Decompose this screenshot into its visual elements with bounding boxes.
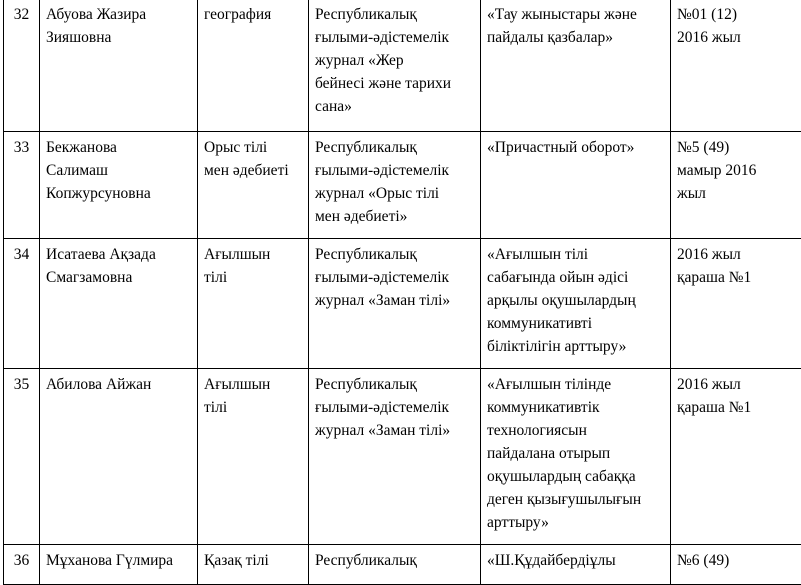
table-row [4,132,801,239]
article-title: «Ш.Құдайбердіұлы [481,545,671,585]
author-name: Мұханова Гүлмира [40,545,198,585]
row-number: 35 [4,369,40,545]
article-title: «Причастный оборот» [481,132,671,239]
author-name: Абилова Айжан [40,369,198,545]
table-row [4,239,801,369]
issue: №5 (49) мамыр 2016 жыл [671,132,801,239]
article-title: «Ағылшын тілі сабағында ойын әдісі арқылы оқушылардың коммуникативті біліктілігін арттыру» [481,239,671,369]
author-name: Бекжанова Салимаш Копжурсуновна [40,132,198,239]
publications-table [3,0,801,585]
journal: Республикалық ғылыми-әдістемелік журнал «Заман тілі» [309,239,481,369]
table-row [4,545,801,585]
author-name: Абуова Жазира Зияшовна [40,0,198,132]
subject: Қазақ тілі [198,545,309,585]
article-title: «Ағылшын тілінде коммуникативтік технологиясын пайдалана отырып оқушылардың сабаққа деген қызығушылығын арттыру» [481,369,671,545]
table-body [4,0,801,585]
author-name: Исатаева Ақзада Смагзамовна [40,239,198,369]
journal: Республикалық ғылыми-әдістемелік журнал «Орыс тілі мен әдебиеті» [309,132,481,239]
journal: Республикалық ғылыми-әдістемелік журнал «Жер бейнесі және тарихи сана» [309,0,481,132]
subject: география [198,0,309,132]
issue: №01 (12) 2016 жыл [671,0,801,132]
subject: Ағылшын тілі [198,239,309,369]
subject: Ағылшын тілі [198,369,309,545]
row-number: 34 [4,239,40,369]
article-title: «Тау жыныстары және пайдалы қазбалар» [481,0,671,132]
journal: Республикалық [309,545,481,585]
row-number: 32 [4,0,40,132]
row-number: 36 [4,545,40,585]
row-number: 33 [4,132,40,239]
table-row [4,369,801,545]
issue: 2016 жыл қараша №1 [671,369,801,545]
subject: Орыс тілі мен әдебиеті [198,132,309,239]
table-row [4,0,801,132]
journal: Республикалық ғылыми-әдістемелік журнал «Заман тілі» [309,369,481,545]
issue: 2016 жыл қараша №1 [671,239,801,369]
issue: №6 (49) [671,545,801,585]
